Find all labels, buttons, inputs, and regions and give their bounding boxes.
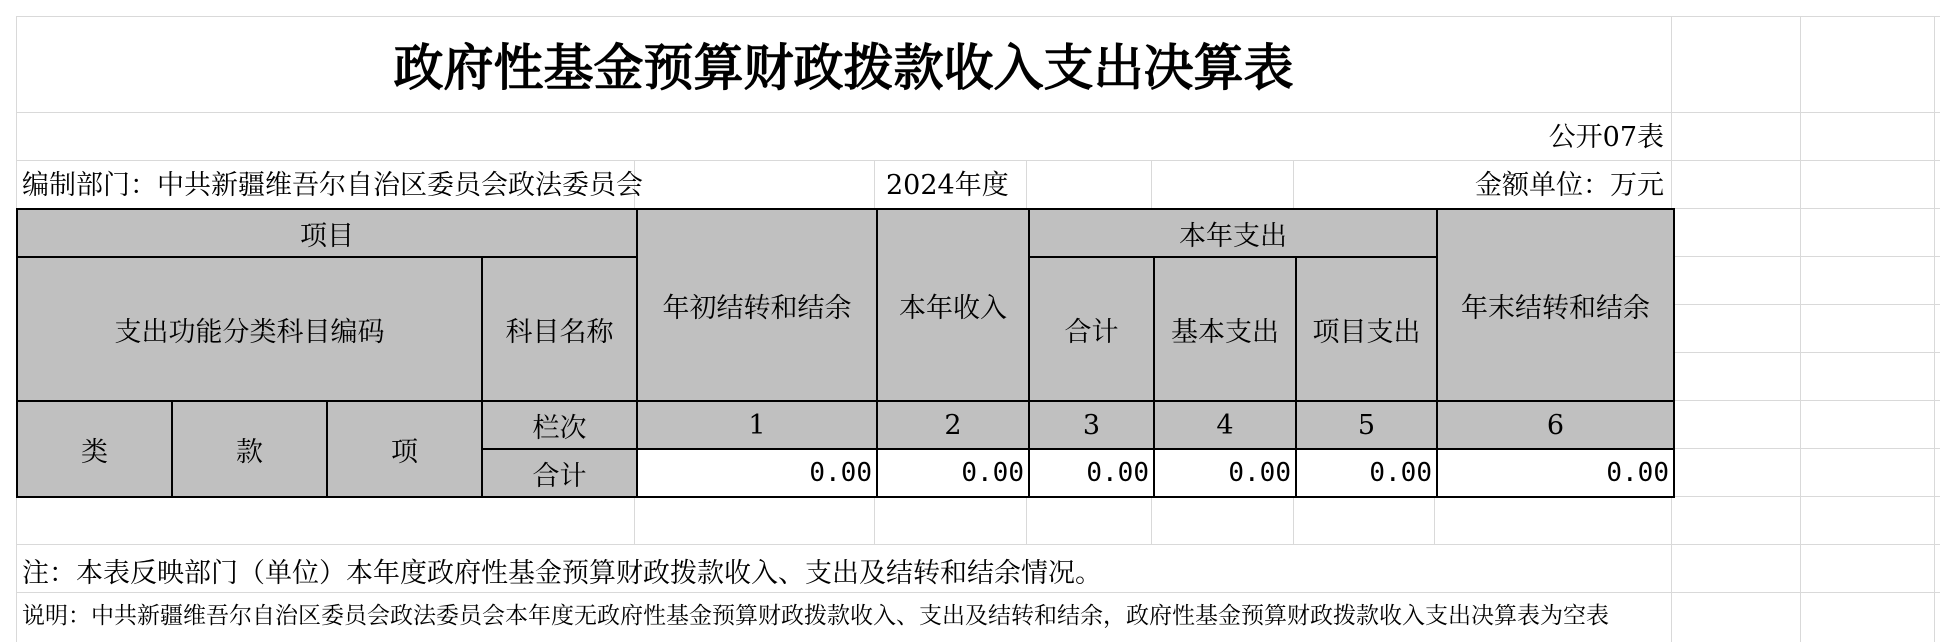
budget-table	[16, 208, 1675, 498]
header-project-expense: 项目支出	[1296, 257, 1437, 401]
column-number: 4	[1154, 401, 1296, 449]
header-func-code: 支出功能分类科目编码	[17, 257, 482, 401]
total-end-balance: 0.00	[1437, 449, 1674, 497]
header-section: 款	[172, 401, 327, 497]
column-number: 6	[1437, 401, 1674, 449]
header-current-income: 本年收入	[877, 209, 1029, 401]
header-column-no: 栏次	[482, 401, 637, 449]
header-item-level: 项	[327, 401, 482, 497]
row-total-label: 合计	[482, 449, 637, 497]
header-current-expense: 本年支出	[1029, 209, 1437, 257]
explanation-note: 说明：中共新疆维吾尔自治区委员会政法委员会本年度无政府性基金预算财政拨款收入、支出及结转和结余，政府性基金预算财政拨款收入支出决算表为空表	[22, 603, 1609, 629]
total-basic-expense: 0.00	[1154, 449, 1296, 497]
header-end-balance: 年末结转和结余	[1437, 209, 1674, 401]
footnote: 注：本表反映部门（单位）本年度政府性基金预算财政拨款收入、支出及结转和结余情况。	[22, 558, 1102, 589]
header-expense-total: 合计	[1029, 257, 1154, 401]
column-number: 1	[637, 401, 877, 449]
header-item: 项目	[17, 209, 637, 257]
column-number: 3	[1029, 401, 1154, 449]
header-subject-name: 科目名称	[482, 257, 637, 401]
total-expense: 0.00	[1029, 449, 1154, 497]
amount-unit: 金额单位：万元	[1475, 170, 1664, 201]
header-begin-balance: 年初结转和结余	[637, 209, 877, 401]
total-begin-balance: 0.00	[637, 449, 877, 497]
total-project-expense: 0.00	[1296, 449, 1437, 497]
total-current-income: 0.00	[877, 449, 1029, 497]
header-basic-expense: 基本支出	[1154, 257, 1296, 401]
report-title: 政府性基金预算财政拨款收入支出决算表	[393, 39, 1294, 97]
form-number: 公开07表	[1548, 122, 1664, 153]
department-label: 编制部门：中共新疆维吾尔自治区委员会政法委员会	[22, 170, 643, 201]
header-category: 类	[17, 401, 172, 497]
fiscal-year: 2024年度	[886, 170, 1009, 201]
column-number: 2	[877, 401, 1029, 449]
column-number: 5	[1296, 401, 1437, 449]
